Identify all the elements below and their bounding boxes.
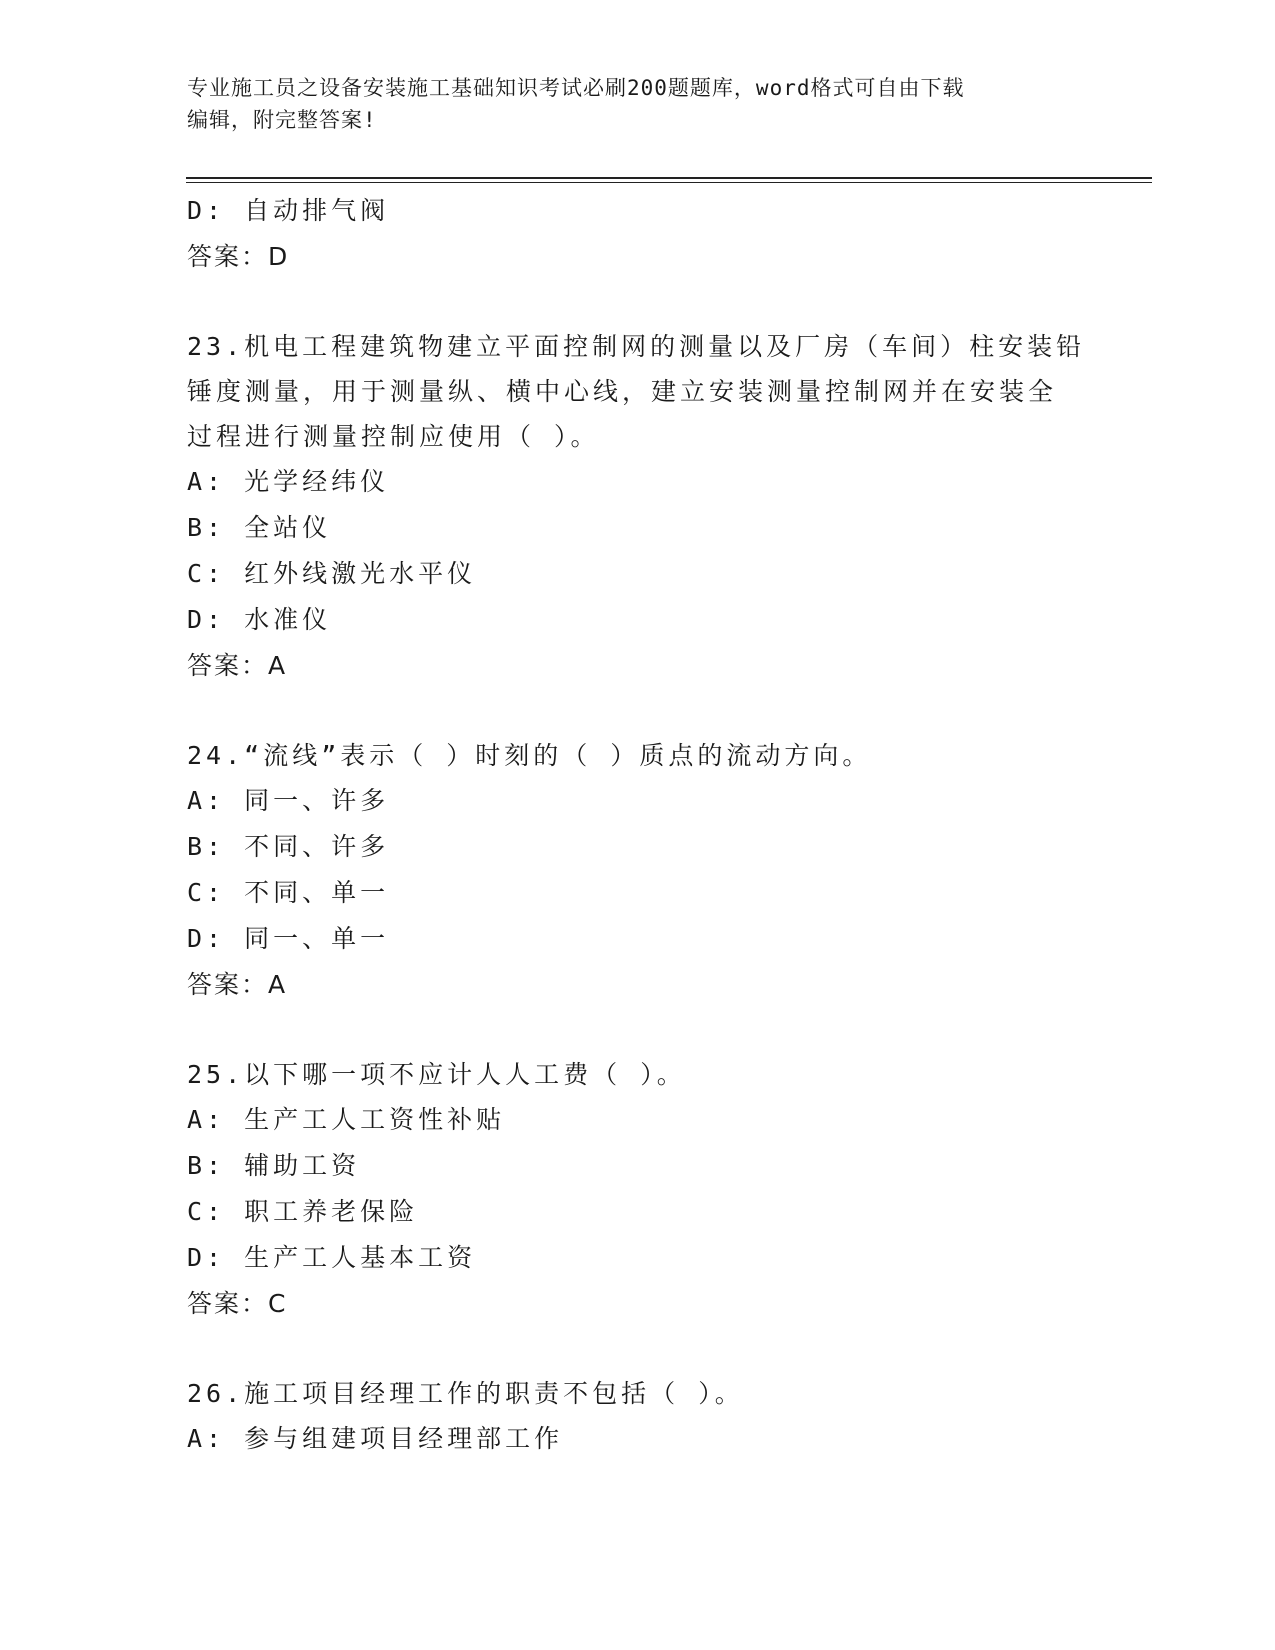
answer: 答案：C — [187, 1289, 288, 1318]
option-b: B: 全站仪 — [187, 513, 332, 542]
question-list — [187, 188, 1087, 1462]
option-a: A: 参与组建项目经理部工作 — [187, 1424, 564, 1453]
option-c: C: 不同、单一 — [187, 878, 390, 907]
answer: 答案：A — [187, 970, 288, 999]
question-stem-line: 23.机电工程建筑物建立平面控制网的测量以及厂房（车间）柱安装铅 — [187, 332, 1086, 361]
header-line-2: 编辑，附完整答案! — [187, 108, 377, 132]
answer: 答案：D — [187, 242, 290, 271]
option-c: C: 红外线激光水平仪 — [187, 559, 477, 588]
option-a: A: 生产工人工资性补贴 — [187, 1105, 506, 1134]
question-stem-line: 24.“流线”表示（ ）时刻的（ ）质点的流动方向。 — [187, 741, 872, 770]
question-stem-line: 锤度测量，用于测量纵、横中心线，建立安装测量控制网并在安装全 — [187, 377, 1058, 406]
option-d: D: 同一、单一 — [187, 924, 390, 953]
header-line-1: 专业施工员之设备安装施工基础知识考试必刷200题题库，word格式可自由下载 — [187, 76, 965, 100]
option-d: D: 生产工人基本工资 — [187, 1243, 477, 1272]
question-24 — [187, 733, 1087, 1008]
option-b: B: 不同、许多 — [187, 832, 390, 861]
option-c: C: 职工养老保险 — [187, 1197, 419, 1226]
question-stem-line: 26.施工项目经理工作的职责不包括（ ）。 — [187, 1379, 744, 1408]
option-a: A: 同一、许多 — [187, 786, 390, 815]
question-stem-line: 过程进行测量控制应使用（ ）。 — [187, 422, 600, 451]
question-stem-line: 25.以下哪一项不应计人人工费（ ）。 — [187, 1060, 686, 1089]
question-22-tail — [187, 188, 1087, 280]
option-d: D: 自动排气阀 — [187, 196, 390, 225]
document-header — [187, 72, 1067, 136]
question-26 — [187, 1371, 1087, 1462]
question-25 — [187, 1052, 1087, 1327]
option-d: D: 水准仪 — [187, 605, 332, 634]
option-a: A: 光学经纬仪 — [187, 467, 390, 496]
answer: 答案：A — [187, 651, 288, 680]
header-rule-thin — [186, 182, 1152, 183]
header-rule-thick — [186, 177, 1152, 179]
option-b: B: 辅助工资 — [187, 1151, 361, 1180]
question-23 — [187, 324, 1087, 689]
